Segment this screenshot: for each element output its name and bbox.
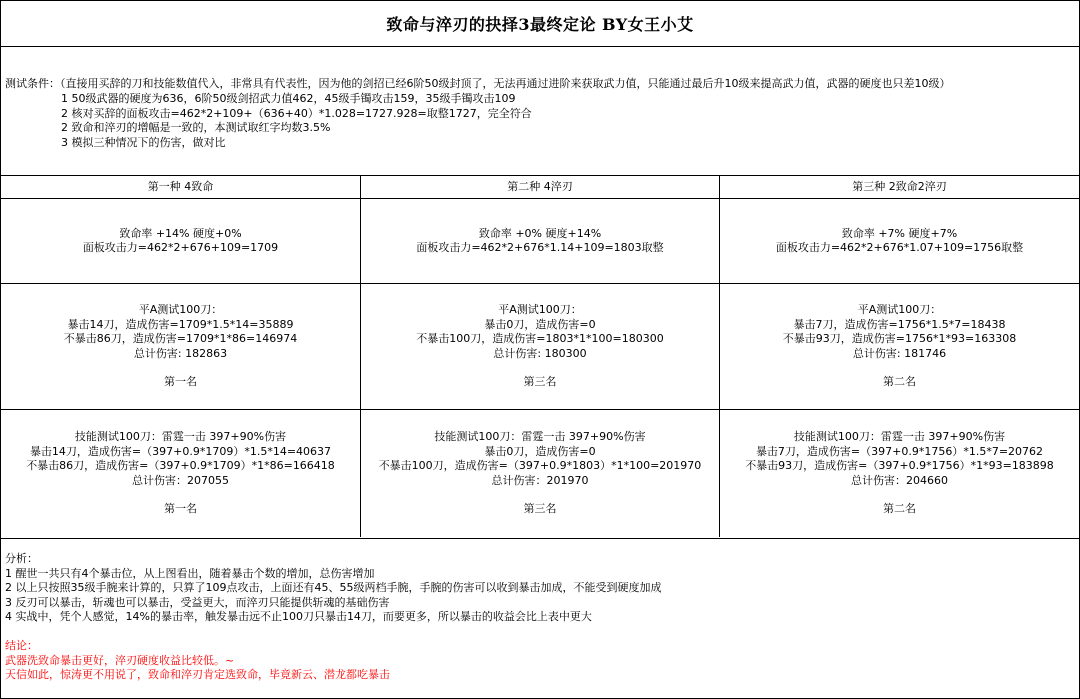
analysis-item: 2 以上只按照35级手腕来计算的，只算了109点攻击，上面还有45、55级两档手腕，手腕的伤害可以收到暴击加成，不能受到硬度加成 xyxy=(5,581,662,595)
noncrit-line: 不暴击93刀，造成伤害=1756*1*93=163308 xyxy=(782,332,1017,346)
stats-attack: 面板攻击力=462*2+676*1.07+109=1756取整 xyxy=(775,241,1024,254)
rank: 第二名 xyxy=(883,502,916,516)
skill-test-cell-3 xyxy=(720,410,1079,537)
condition-item: 2 核对买辞的面板攻击=462*2+109+（636+40）*1.028=1727.928=取整1727，完全符合 xyxy=(61,106,532,120)
stats-cell-1 xyxy=(1,199,361,284)
noncrit-line: 不暴击100刀，造成伤害=（397+0.9*1803）*1*100=201970 xyxy=(378,459,702,473)
total-damage: 总计伤害: 180300 xyxy=(493,346,587,360)
crit-line: 暴击7刀，造成伤害=（397+0.9*1756）*1.5*7=20762 xyxy=(755,444,1044,458)
crit-line: 暴击14刀，造成伤害=1709*1.5*14=35889 xyxy=(67,317,294,331)
test-title: 技能测试100刀：雷霆一击 397+90%伤害 xyxy=(793,430,1006,444)
stats-rates: 致命率 +7% 硬度+7% xyxy=(841,226,958,240)
rank: 第三名 xyxy=(523,375,557,389)
noncrit-line: 不暴击100刀，造成伤害=1803*1*100=180300 xyxy=(416,332,664,346)
test-conditions xyxy=(1,47,1079,176)
test-title: 技能测试100刀：雷霆一击 397+90%伤害 xyxy=(74,430,287,444)
stats-cell-3 xyxy=(720,199,1079,284)
condition-item: 3 模拟三种情况下的伤害，做对比 xyxy=(61,135,226,149)
noncrit-line: 不暴击86刀，造成伤害=（397+0.9*1709）*1*86=166418 xyxy=(26,459,335,473)
total-damage: 总计伤害：207055 xyxy=(132,473,229,487)
total-damage: 总计伤害: 181746 xyxy=(852,346,947,360)
normal-test-cell-2 xyxy=(361,284,720,410)
test-title: 平A测试100刀： xyxy=(138,303,223,317)
comparison-table xyxy=(1,176,1079,539)
condition-item: 1 50级武器的硬度为636，6阶50级剑招武力值462，45级手镯攻击159，35级手镯攻击109 xyxy=(61,92,516,105)
test-title: 平A测试100刀： xyxy=(857,303,942,317)
stats-cell-2 xyxy=(361,199,720,284)
conclusion-item: 武器洗致命暴击更好，淬刃硬度收益比较低。~ xyxy=(5,653,235,667)
sheet-title: 致命与淬刃的抉择3最终定论 BY女王小艾 xyxy=(1,1,1079,47)
conditions-intro: 测试条件：（直接用买辞的刀和技能数值代入，非常具有代表性，因为他的剑招已经6阶50级封顶了，无法再通过进阶来获取武力值，只能通过最后升10级来提高武力值，武器的硬度也只差10级） xyxy=(5,77,951,90)
test-title: 平A测试100刀： xyxy=(498,303,582,317)
rank: 第三名 xyxy=(523,502,557,516)
crit-line: 暴击14刀，造成伤害=（397+0.9*1709）*1.5*14=40637 xyxy=(29,444,332,458)
column-header-1 xyxy=(1,176,361,199)
analysis-item: 4 实战中，凭个人感觉，14%的暴击率，触发暴击远不止100刀只暴击14刀，而要更多，所以暴击的收益会比上表中更大 xyxy=(5,610,592,624)
crit-line: 暴击0刀，造成伤害=0 xyxy=(484,444,596,458)
crit-line: 暴击0刀，造成伤害=0 xyxy=(484,317,596,331)
normal-test-cell-3 xyxy=(720,284,1079,410)
total-damage: 总计伤害：201970 xyxy=(491,473,589,487)
condition-item: 2 致命和淬刃的增幅是一致的，本测试取红字均数3.5% xyxy=(61,121,331,134)
conclusion-heading: 结论： xyxy=(5,639,38,652)
analysis-section xyxy=(5,552,661,625)
crit-line: 暴击7刀，造成伤害=1756*1.5*7=18438 xyxy=(793,317,1006,331)
header-text: 第三种 2致命2淬刃 xyxy=(852,179,947,193)
normal-test-cell-1 xyxy=(1,284,361,410)
analysis-heading: 分析： xyxy=(5,552,38,565)
rank: 第一名 xyxy=(164,375,197,389)
total-damage: 总计伤害: 182863 xyxy=(133,346,228,360)
noncrit-line: 不暴击86刀，造成伤害=1709*1*86=146974 xyxy=(63,332,298,346)
header-text: 第二种 4淬刃 xyxy=(507,179,573,193)
conclusion-item: 天信如此，惊涛更不用说了，致命和淬刃肯定选致命，毕竟新云、潜龙都吃暴击 xyxy=(5,668,390,682)
stats-attack: 面板攻击力=462*2+676*1.14+109=1803取整 xyxy=(416,241,664,254)
skill-test-cell-1 xyxy=(1,410,361,537)
stats-attack: 面板攻击力=462*2+676+109=1709 xyxy=(82,241,279,254)
rank: 第二名 xyxy=(883,375,916,389)
analysis-item: 1 醒世一共只有4个暴击位，从上图看出，随着暴击个数的增加，总伤害增加 xyxy=(5,566,375,580)
column-header-3 xyxy=(720,176,1079,199)
total-damage: 总计伤害：204660 xyxy=(851,473,948,487)
header-text: 第一种 4致命 xyxy=(147,179,214,193)
test-title: 技能测试100刀：雷霆一击 397+90%伤害 xyxy=(434,430,646,444)
rank: 第一名 xyxy=(164,502,197,516)
stats-rates: 致命率 +14% 硬度+0% xyxy=(119,226,242,240)
skill-test-cell-2 xyxy=(361,410,720,537)
analysis-item: 3 反刃可以暴击，斩魂也可以暴击，受益更大，而淬刃只能提供斩魂的基础伤害 xyxy=(5,595,390,609)
conclusion-section xyxy=(5,639,390,683)
noncrit-line: 不暴击93刀，造成伤害=（397+0.9*1756）*1*93=183898 xyxy=(745,459,1054,473)
conditions-list xyxy=(61,92,532,150)
stats-rates: 致命率 +0% 硬度+14% xyxy=(478,226,602,240)
column-header-2 xyxy=(361,176,720,199)
